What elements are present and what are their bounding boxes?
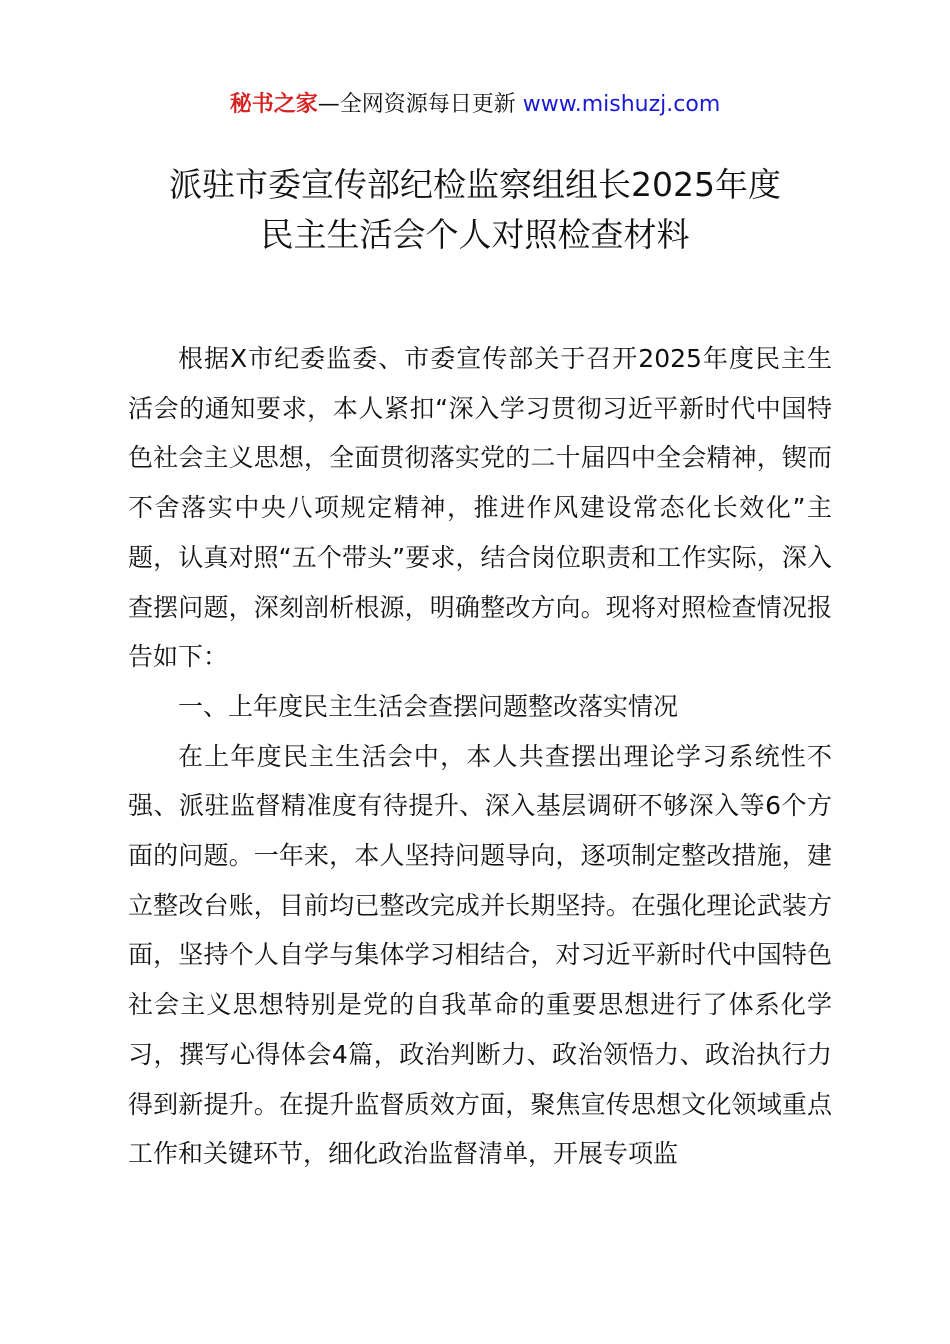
title-line-1: 派驻市委宣传部纪检监察组组长2025年度 [169, 165, 781, 204]
intro-paragraph: 根据X市纪委监委、市委宣传部关于召开2025年度民主生活会的通知要求，本人紧扣“深入学习贯彻习近平新时代中国特色社会主义思想，全面贯彻落实党的二十届四中全会精神，锲而不舍落实中央八项规定精神，推进作风建设常态化长效化”主题，认真对照“五个带头”要求，结合岗位职责和工作实际，深入查摆问题，深刻剖析根源，明确整改方向。现将对照检查情况报告如下： [128, 344, 832, 672]
document-body [128, 334, 832, 1179]
site-url-link[interactable]: www.mishuzj.com [522, 92, 721, 117]
section-1-heading: 一、上年度民主生活会查摆问题整改落实情况 [178, 691, 679, 721]
header-tagline: —全网资源每日更新 [317, 92, 516, 117]
document-title [0, 160, 950, 260]
section-1-paragraph: 在上年度民主生活会中，本人共查摆出理论学习系统性不强、派驻监督精准度有待提升、深入基层调研不够深入等6个方面的问题。一年来，本人坚持问题导向，逐项制定整改措施，建立整改台账，目前均已整改完成并长期坚持。在强化理论武装方面，坚持个人自学与集体学习相结合，对习近平新时代中国特色社会主义思想特别是党的自我革命的重要思想进行了体系化学习，撰写心得体会4篇，政治判断力、政治领悟力、政治执行力得到新提升。在提升监督质效方面，聚焦宣传思想文化领域重点工作和关键环节，细化政治监督清单，开展专项监 [128, 741, 832, 1169]
title-line-2: 民主生活会个人对照检查材料 [260, 215, 690, 254]
site-header [0, 88, 950, 122]
brand-name: 秘书之家 [229, 92, 318, 117]
